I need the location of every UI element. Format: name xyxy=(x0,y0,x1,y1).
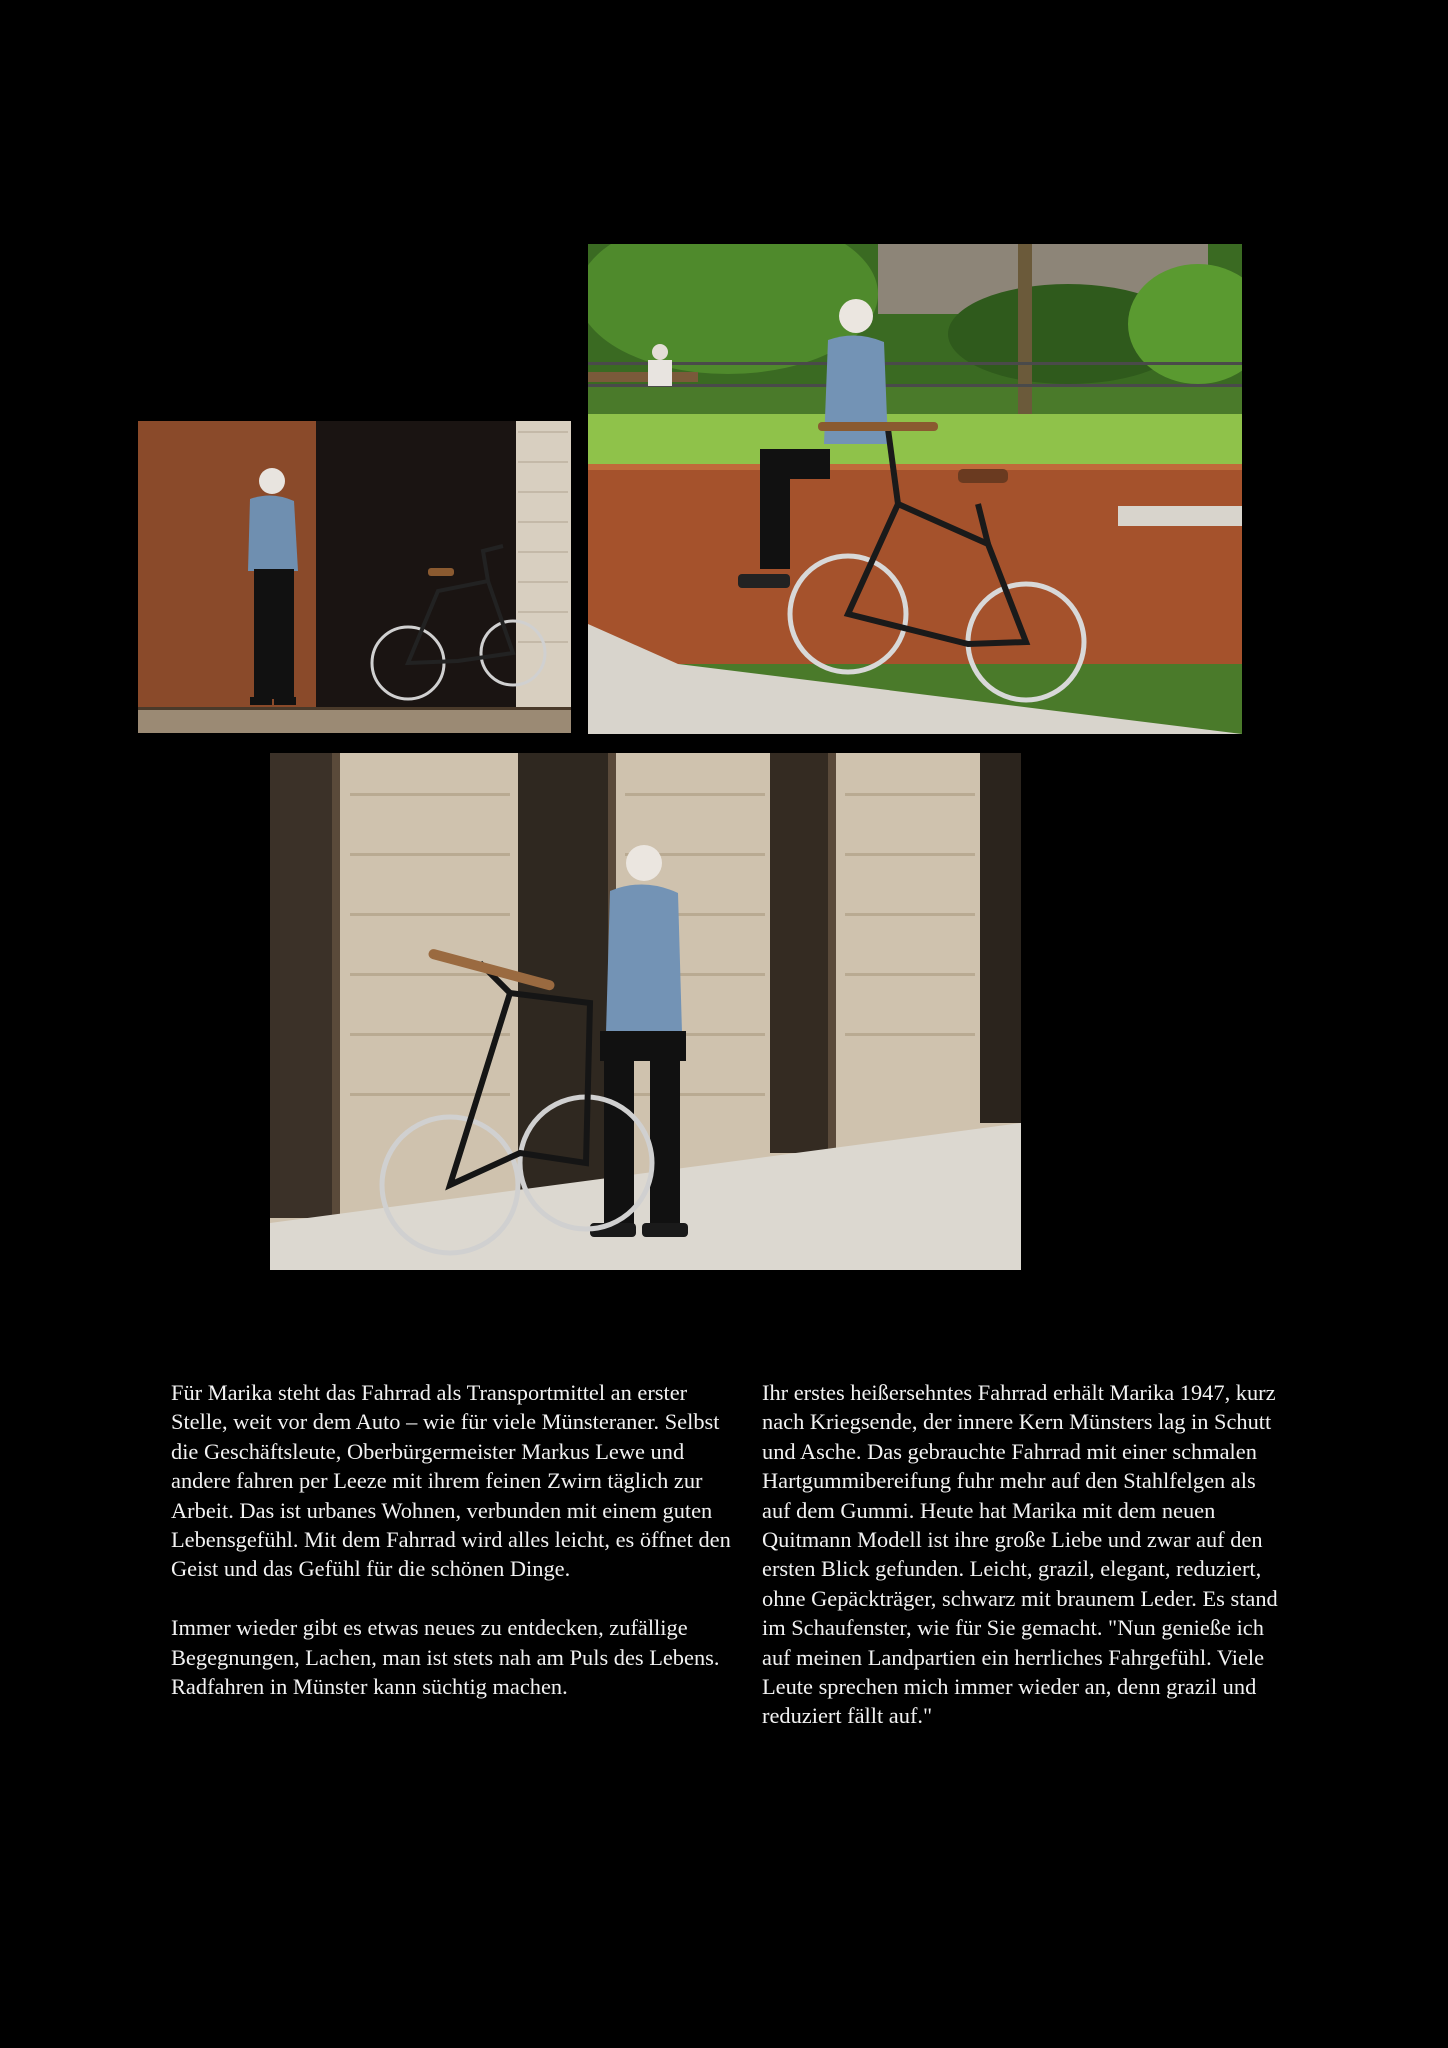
photo-woman-sitting-on-wall-with-bicycle xyxy=(588,244,1242,734)
paragraph: Ihr erstes heißersehntes Fahrrad erhält Marika 1947, kurz nach Kriegsende, der innere Kern Münsters lag in Schutt und Asche. Das gebrauchte Fahrrad mit einer schmalen Hartgummibereifung fuhr mehr auf den Stahlfelgen als auf dem Gummi. Heute hat Marika mit dem neuen Quitmann Modell ist ihre große Liebe und zwar auf den ersten Blick gefunden. Leicht, grazil, elegant, reduziert, ohne Gepäckträger, schwarz mit braunem Leder. Es stand im Schaufenster, wie für Sie gemacht. "Nun genieße ich auf meinen Landpartien ein herrliches Fahrgefühl. Viele Leute sprechen mich immer wieder an, denn grazil und reduziert fällt auf." xyxy=(762,1380,1278,1729)
paragraph: Für Marika steht das Fahrrad als Transportmittel an erster Stelle, weit vor dem Auto – wie für viele Münsteraner. Selbst die Geschäftsleute, Oberbürgermeister Markus Lewe und andere fahren per Leeze mit ihrem feinen Zwirn täglich zur Arbeit. Das ist urbanes Wohnen, verbunden mit einem guten Lebensgefühl. Mit dem Fahrrad wird alles leicht, es öffnet den Geist und das Gefühl für die schönen Dinge. xyxy=(171,1380,731,1582)
text-column-left xyxy=(171,1378,731,1731)
photo-woman-standing-with-bicycle xyxy=(270,753,1021,1270)
paragraph: Immer wieder gibt es etwas neues zu entdecken, zufällige Begegnungen, Lachen, man ist stets nah am Puls des Lebens. Radfahren in Münster kann süchtig machen. xyxy=(171,1615,720,1700)
photo-woman-leaning-with-bicycle xyxy=(138,421,571,733)
text-column-right xyxy=(762,1378,1282,1760)
